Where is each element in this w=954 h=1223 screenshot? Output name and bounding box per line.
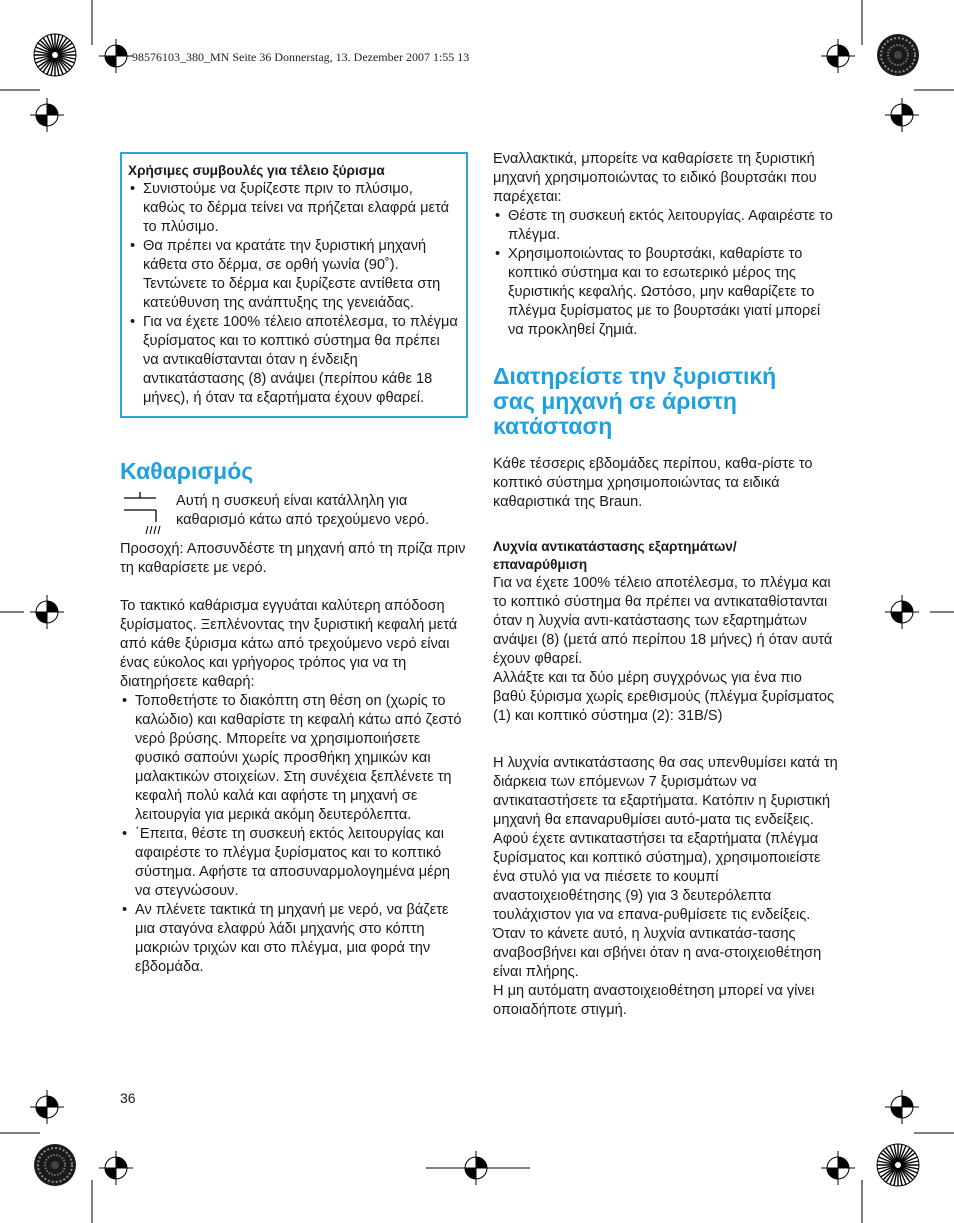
list-item: • ΄Επειτα, θέστε τη συσκευή εκτός λειτουργίας και αφαιρέστε το πλέγμα ξυρίσματος και το κοπτικό σύστημα. Αφήστε τα αποσυναρμολογημένα μέρη να στεγνώσουν. bbox=[120, 825, 468, 901]
brush-list bbox=[493, 207, 838, 340]
maintain-heading bbox=[493, 364, 838, 439]
maintain-paragraph: Κάθε τέσσερις εβδομάδες περίπου, καθα-ρίστε το κοπτικό σύστημα χρησιμοποιώντας τα ειδικά καθαριστικά της Braun. bbox=[493, 456, 813, 510]
maintain-heading-line: Διατηρείστε την ξυριστική bbox=[493, 363, 777, 389]
tips-list bbox=[128, 180, 458, 408]
list-item: • Θέστε τη συσκευή εκτός λειτουργίας. Αφαιρέστε το πλέγμα. bbox=[493, 207, 838, 245]
cleaning-list bbox=[120, 692, 468, 977]
maintain-heading-line: κατάσταση bbox=[493, 413, 613, 439]
brush-intro: Εναλλακτικά, μπορείτε να καθαρίσετε τη ξυριστική μηχανή χρησιμοποιώντας το ειδικό βουρτσάκι που παρέχεται: bbox=[493, 151, 817, 205]
indicator-paragraph: Η μη αυτόματη αναστοιχειοθέτηση μπορεί να γίνει οποιαδήποτε στιγμή. bbox=[493, 983, 815, 1018]
indicator-paragraph: Η λυχνία αντικατάστασης θα σας υπενθυμίσει κατά τη διάρκεια των επόμενων 7 ξυρισμάτων να αντικαταστήσετε τα εξαρτήματα. Κατόπιν η ξυριστική μηχανή θα επαναρυθμίσει αυτό-ματα τις ενδείξεις. bbox=[493, 755, 838, 828]
caution-text: Προσοχή: Αποσυνδέστε τη μηχανή από τη πρίζα πριν τη καθαρίσετε με νερό. bbox=[120, 541, 466, 576]
indicator-title-line: επαναρύθμιση bbox=[493, 557, 588, 572]
maintain-heading-line: σας μηχανή σε άριστη bbox=[493, 388, 737, 414]
list-item: • Τοποθετήστε το διακόπτη στη θέση on (χωρίς το καλώδιο) και καθαρίστε τη κεφαλή κάτω από ζεστό νερό βρύσης. Μπορείτε να χρησιμοποιήσετε φυσικό σαπούνι χωρίς προσθήκη χημικών και μαλακτικών στοιχείων. Στη συνέχεια ξεπλένετε τη κεφαλή πολύ καλά και αφήστε τη μηχανή σε λειτουργία για μερικά ακόμη δευτερόλεπτα. bbox=[120, 692, 468, 825]
list-item: • Συνιστούμε να ξυρίζεστε πριν το πλύσιμο, καθώς το δέρμα τείνει να πρήζεται ελαφρά μετά το πλύσιμο. bbox=[128, 180, 458, 237]
tips-title: Χρήσιμες συμβουλές για τέλειο ξύρισμα bbox=[128, 163, 385, 178]
cleaning-heading: Καθαρισμός bbox=[120, 458, 254, 484]
list-item: • Θα πρέπει να κρατάτε την ξυριστική μηχανή κάθετα στο δέρμα, σε ορθή γωνία (90˚). Τεντώνετε το δέρμα και ξυρίζεστε αντίθετα στη κατεύθυνση της ανάπτυξης της γενειάδας. bbox=[128, 237, 458, 313]
indicator-paragraph: Αλλάξτε και τα δύο μέρη συγχρόνως για ένα πιο βαθύ ξύρισμα χωρίς ερεθισμούς (πλέγμα ξυρίσματος (1) και κοπτικό σύστημα (2): 31B/S) bbox=[493, 670, 835, 724]
page-number: 36 bbox=[120, 1090, 136, 1106]
indicator-paragraph: Όταν το κάνετε αυτό, η λυχνία αντικατάσ-τασης αναβοσβήνει και σβήνει όταν η ανα-στοιχειοθέτηση είναι πλήρης. bbox=[493, 926, 822, 980]
list-item: • Χρησιμοποιώντας το βουρτσάκι, καθαρίστε το κοπτικό σύστημα και το εσωτερικό μέρος της ξυριστικής κεφαλής. Ωστόσο, μην καθαρίζετε το πλέγμα ξυρίσματος με το βουρτσάκι γιατί μπορεί να προκληθεί ζημιά. bbox=[493, 245, 838, 340]
list-item: • Για να έχετε 100% τέλειο αποτέλεσμα, το πλέγμα ξυρίσματος και το κοπτικό σύστημα θα πρέπει να αντικαθίστανται όταν η ένδειξη αντικατάστασης (8) ανάψει (περίπου κάθε 18 μήνες), ή όταν τα εξαρτήματα έχουν φθαρεί. bbox=[128, 313, 458, 408]
indicator-paragraph: Αφού έχετε αντικαταστήσει τα εξαρτήματα (πλέγμα ξυρίσματος και κοπτικό σύστημα), χρησιμοποιείστε ένα στυλό για να πιέσετε το κουμπί αναστοιχειοθέτησης (9) για 3 δευτερόλεπτα τουλάχιστον για να επανα-ρυθμίσετε τις ενδείξεις. bbox=[493, 831, 821, 923]
wash-notice-text: Αυτή η συσκευή είναι κατάλληλη για καθαρισμό κάτω από τρεχούμενο νερό. bbox=[176, 493, 430, 528]
indicator-paragraph: Για να έχετε 100% τέλειο αποτέλεσμα, το πλέγμα και το κοπτικό σύστημα θα πρέπει να αντικαταθίστανται όταν η λυχνία αντι-κατάστασης των εξαρτημάτων ανάψει (8) (μετά από περίπου 18 μήνες) ή όταν αυτά έχουν φθαρεί. bbox=[493, 575, 833, 667]
tips-box bbox=[120, 152, 468, 418]
faucet-water-icon bbox=[120, 492, 176, 540]
print-job-header: 98576103_380_MN Seite 36 Donnerstag, 13. Dezember 2007 1:55 13 bbox=[132, 50, 470, 64]
cleaning-paragraph: Το τακτικό καθάρισμα εγγυάται καλύτερη απόδοση ξυρίσματος. Ξεπλένοντας την ξυριστική κεφαλή μετά από κάθε ξύρισμα κάτω από τρεχούμενο νερό είναι ένας εύκολος και γρήγορος τρόπος για να τη διατηρήσετε καθαρή: bbox=[120, 598, 458, 690]
list-item: • Αν πλένετε τακτικά τη μηχανή με νερό, να βάζετε μια σταγόνα ελαφρύ λάδι μηχανής στο κόπτη μακριών τριχών και στο πλέγμα, μια φορά την εβδομάδα. bbox=[120, 901, 468, 977]
indicator-title-line: Λυχνία αντικατάστασης εξαρτημάτων/ bbox=[493, 539, 737, 554]
right-column bbox=[493, 150, 838, 1020]
indicator-title bbox=[493, 538, 838, 574]
wash-notice bbox=[120, 492, 468, 540]
left-column bbox=[120, 152, 468, 977]
